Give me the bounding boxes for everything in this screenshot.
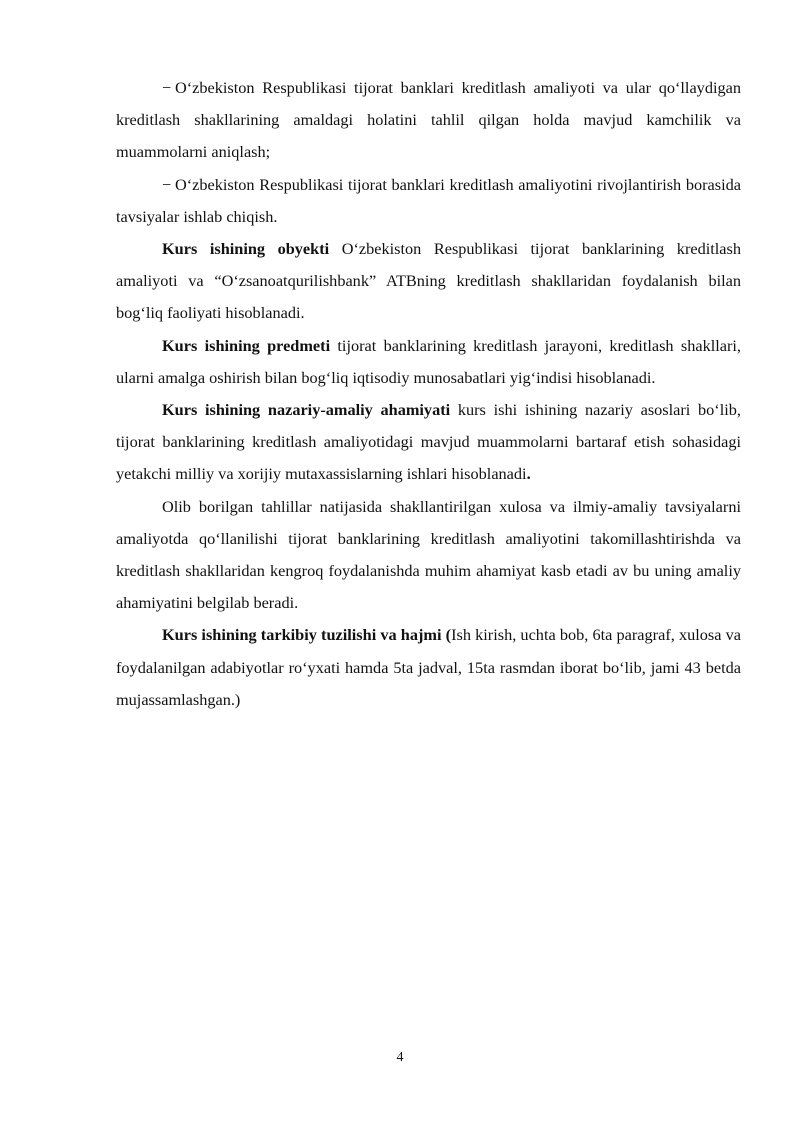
paragraph-structure — [116, 619, 741, 716]
paragraph-lead-heading: Kurs ishining predmeti — [162, 335, 331, 355]
paragraph-lead-heading: Kurs ishining tarkibiy tuzilishi va hajmi ( — [162, 625, 452, 645]
paragraph-text: Olib borilgan tahlillar natijasida shakllantirilgan xulosa va ilmiy-amaliy tavsiyalarni amaliyotda qo‘llanilishi tijorat banklarining kreditlash amaliyotini takomillashtirishda va kreditlash shakllaridan kengroq foydalanishda muhim ahamiyat kasb etadi av bu uning amaliy ahamiyatini belgilab beradi. — [116, 496, 741, 613]
paragraph-text: kurs ishi ishining nazariy asoslari bo‘lib, tijorat banklarining kreditlash amaliyotidagi mavjud muammolarni bartaraf etish sohasidagi yetakchi milliy va xorijiy mutaxassislarning ishlari hisoblanadi — [116, 400, 741, 484]
paragraph-significance — [116, 394, 741, 491]
paragraph-lead-heading: Kurs ishining obyekti — [162, 239, 330, 259]
paragraph-trailing-period: . — [526, 464, 531, 484]
paragraph-object — [116, 233, 741, 330]
paragraph-goal-2 — [116, 169, 741, 233]
paragraph-lead-heading: Kurs ishining nazariy-amaliy ahamiyati — [162, 400, 451, 420]
page-number: 4 — [396, 1050, 404, 1065]
paragraph-text: O‘zbekiston Respublikasi tijorat banklari kreditlash amaliyotini rivojlantirish borasida tavsiyalar ishlab chiqish. — [116, 174, 741, 226]
paragraph-text: O‘zbekiston Respublikasi tijorat banklarining kreditlash amaliyoti va “O‘zsanoatqurilishbank” ATBning kreditlash shakllaridan foydalanish bilan bog‘liq faoliyati hisoblanadi. — [116, 239, 742, 323]
paragraph-text: O‘zbekiston Respublikasi tijorat banklari kreditlash amaliyoti va ular qo‘llaydigan kreditlash shakllarining amaldagi holatini tahlil qilgan holda mavjud kamchilik va muammolarni aniqlash; — [116, 78, 741, 162]
paragraph-text: tijorat banklarining kreditlash jarayoni, kreditlash shakllari, ularni amalga oshirish bilan bog‘liq iqtisodiy munosabatlari yig‘indisi hisoblanadi. — [116, 335, 741, 387]
paragraph-subject — [116, 330, 741, 394]
paragraph-results — [116, 491, 741, 620]
paragraph-text: Ish kirish, uchta bob, 6ta paragraf, xulosa va foydalanilgan adabiyotlar ro‘yxati hamda 5ta jadval, 15ta rasmdan iborat bo‘lib, jami 43 betda mujassamlashgan.) — [116, 625, 741, 709]
list-dash: − — [162, 174, 172, 194]
page-content — [116, 72, 741, 716]
list-dash: − — [162, 78, 172, 97]
paragraph-goal-1 — [116, 72, 741, 169]
